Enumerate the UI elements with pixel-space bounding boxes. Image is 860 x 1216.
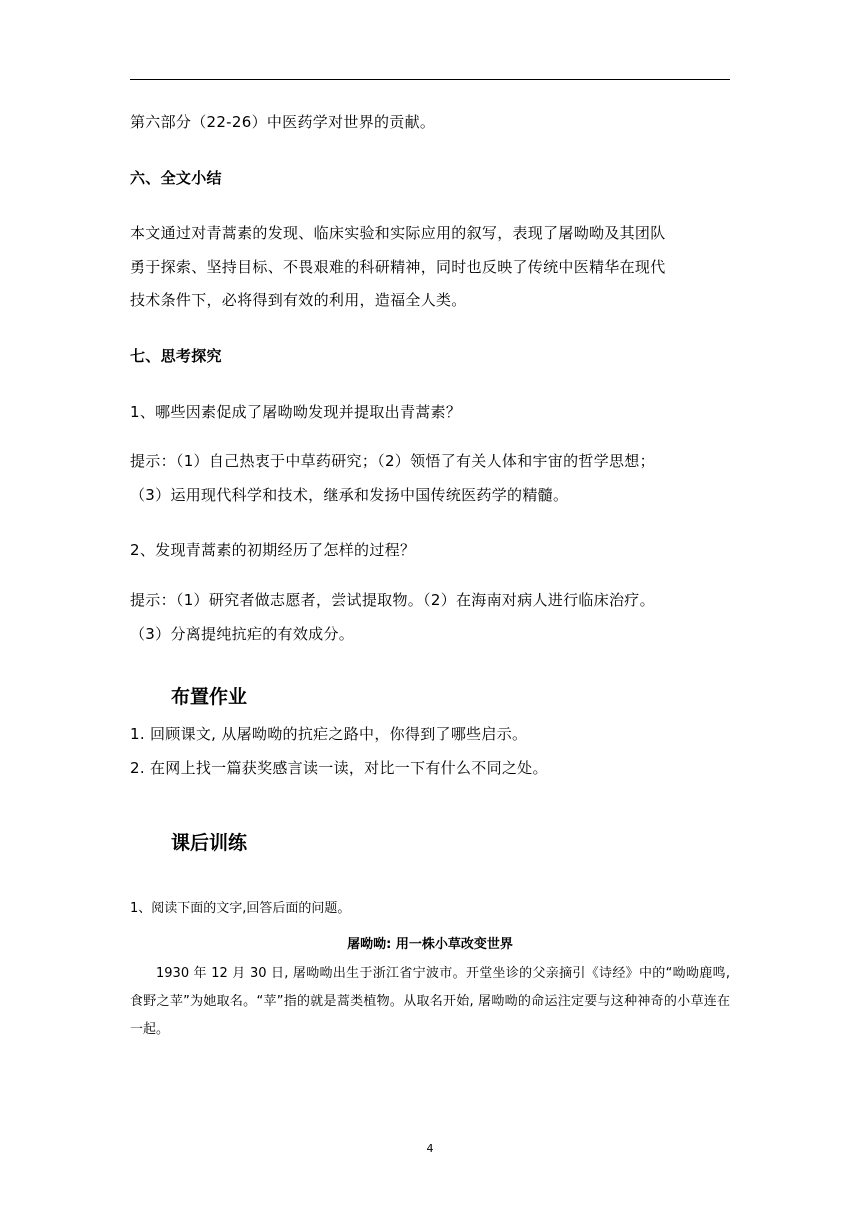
passage-title: 屠呦呦: 用一株小草改变世界: [347, 937, 513, 952]
homework-heading: 布置作业: [171, 686, 248, 708]
training-heading: 课后训练: [171, 832, 248, 854]
hint-1-line-2: （3）运用现代科学和技术，继承和发扬中国传统医药学的精髓。: [130, 486, 569, 504]
explore-heading: 七、思考探究: [130, 347, 222, 365]
part6-text: 第六部分（22-26）中医药学对世界的贡献。: [130, 113, 436, 131]
exercise-instruction: 1、阅读下面的文字,回答后面的问题。: [130, 901, 351, 916]
hint-2-line-2: （3）分离提纯抗疟的有效成分。: [130, 625, 355, 643]
question-1: 1、哪些因素促成了屠呦呦发现并提取出青蒿素？: [130, 403, 462, 421]
header-rule: [130, 79, 730, 80]
summary-line-1: 本文通过对青蒿素的发现、临床实验和实际应用的叙写，表现了屠呦呦及其团队: [130, 224, 666, 242]
summary-line-2: 勇于探索、坚持目标、不畏艰难的科研精神，同时也反映了传统中医精华在现代: [130, 258, 666, 276]
homework-item-1: 1. 回顾课文, 从屠呦呦的抗疟之路中，你得到了哪些启示。: [130, 725, 528, 743]
hint-1-line-1: 提示：（1）自己热衷于中草药研究；（2）领悟了有关人体和宇宙的哲学思想；: [130, 452, 655, 470]
question-2: 2、发现青蒿素的初期经历了怎样的过程？: [130, 541, 416, 559]
summary-line-3: 技术条件下，必将得到有效的利用，造福全人类。: [130, 291, 467, 309]
page-number: 4: [426, 1142, 434, 1155]
homework-item-2: 2. 在网上找一篇获奖感言读一读，对比一下有什么不同之处。: [130, 759, 548, 777]
hint-2-line-1: 提示：（1）研究者做志愿者，尝试提取物。（2）在海南对病人进行临床治疗。: [130, 591, 655, 609]
summary-heading: 六、全文小结: [130, 169, 222, 187]
passage-paragraph: 1930 年 12 月 30 日, 屠呦呦出生于浙江省宁波市。开堂坐诊的父亲摘引《诗经》中的“呦呦鹿鸣, 食野之苹”为她取名。“苹”指的就是蒿类植物。从取名开始, 屠呦呦的命运注定要与这种神奇的小草连在一起。: [130, 966, 730, 1037]
